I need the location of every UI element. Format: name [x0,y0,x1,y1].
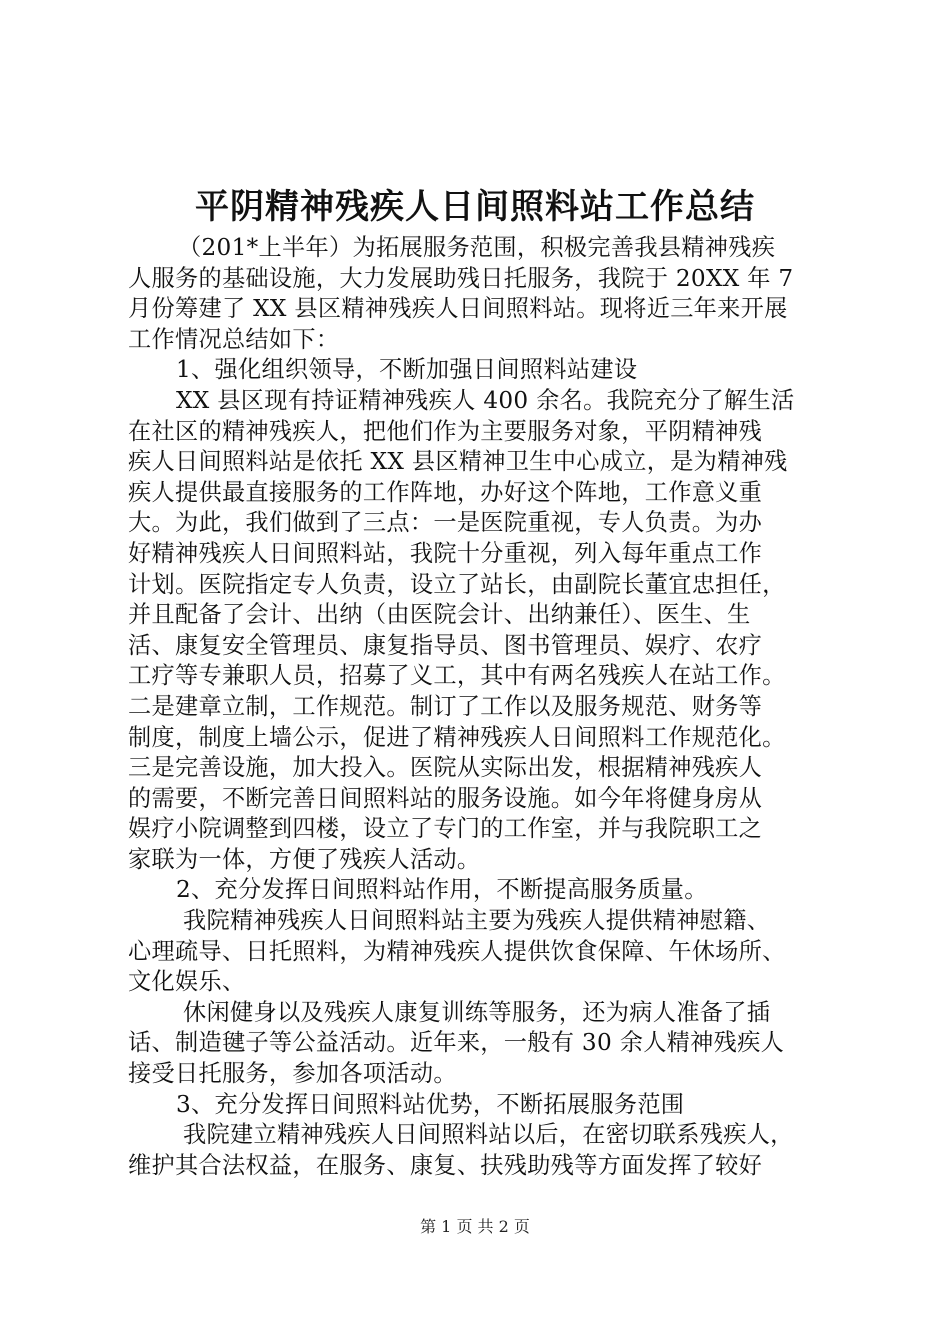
body-line: 家联为一体，方便了残疾人活动。 [128,845,481,873]
body-line: 三是完善设施，加大投入。医院从实际出发，根据精神残疾人 [128,754,763,782]
body-line: 月份筹建了 XX 县区精神残疾人日间照料站。现将近三年来开展 [128,295,788,323]
body-line: 疾人日间照料站是依托 XX 县区精神卫生中心成立，是为精神残 [128,448,788,476]
body-line: （201*上半年）为拓展服务范围，积极完善我县精神残疾 [178,234,776,261]
body-line: 在社区的精神残疾人，把他们作为主要服务对象，平阴精神残 [128,417,763,445]
body-line: 制度，制度上墙公示，促进了精神残疾人日间照料工作规范化。 [128,723,786,751]
body-line: 接受日托服务，参加各项活动。 [128,1060,457,1088]
body-line: 休闲健身以及残疾人康复训练等服务，还为病人准备了插 [183,998,771,1026]
body-line: 大。为此，我们做到了三点：一是医院重视，专人负责。为办 [128,509,763,537]
body-line: 文化娱乐、 [128,968,246,996]
document-title: 平阴精神残疾人日间照料站工作总结 [195,187,755,227]
body-line: 我院建立精神残疾人日间照料站以后，在密切联系残疾人， [183,1121,794,1149]
body-line: 工作情况总结如下： [128,325,340,353]
body-line: 疾人提供最直接服务的工作阵地，办好这个阵地，工作意义重 [128,478,763,506]
body-line: 计划。医院指定专人负责，设立了站长，由副院长董宜忠担任， [128,570,786,598]
body-line: XX 县区现有持证精神残疾人 400 余名。我院充分了解生活 [176,386,795,414]
body-line: 好精神残疾人日间照料站，我院十分重视，列入每年重点工作 [128,539,763,567]
body-line: 我院精神残疾人日间照料站主要为残疾人提供精神慰籍、 [183,907,771,935]
body-line: 的需要，不断完善日间照料站的服务设施。如今年将健身房从 [128,784,763,812]
body-line: 工疗等专兼职人员，招募了义工，其中有两名残疾人在站工作。 [128,662,786,690]
body-line: 并且配备了会计、出纳（由医院会计、出纳兼任）、医生、生 [128,601,751,629]
body-line: 活、康复安全管理员、康复指导员、图书管理员、娱疗、农疗 [128,631,763,659]
body-line: 人服务的基础设施，大力发展助残日托服务，我院于 20XX 年 7 [128,264,794,292]
body-line: 心理疏导、日托照料，为精神残疾人提供饮食保障、午休场所、 [128,937,786,965]
body-line: 二是建章立制，工作规范。制订了工作以及服务规范、财务等 [128,692,763,720]
body-line: 维护其合法权益，在服务、康复、扶残助残等方面发挥了较好 [128,1151,763,1179]
page-footer: 第 1 页 共 2 页 [420,1217,530,1236]
section-heading: 2、充分发挥日间照料站作用，不断提高服务质量。 [176,876,708,904]
section-heading: 3、充分发挥日间照料站优势，不断拓展服务范围 [176,1090,685,1118]
body-line: 话、制造毽子等公益活动。近年来，一般有 30 余人精神残疾人 [128,1029,785,1057]
body-line: 娱疗小院调整到四楼，设立了专门的工作室，并与我院职工之 [128,815,763,843]
section-heading: 1、强化组织领导，不断加强日间照料站建设 [176,356,638,384]
document-body [128,233,840,1181]
